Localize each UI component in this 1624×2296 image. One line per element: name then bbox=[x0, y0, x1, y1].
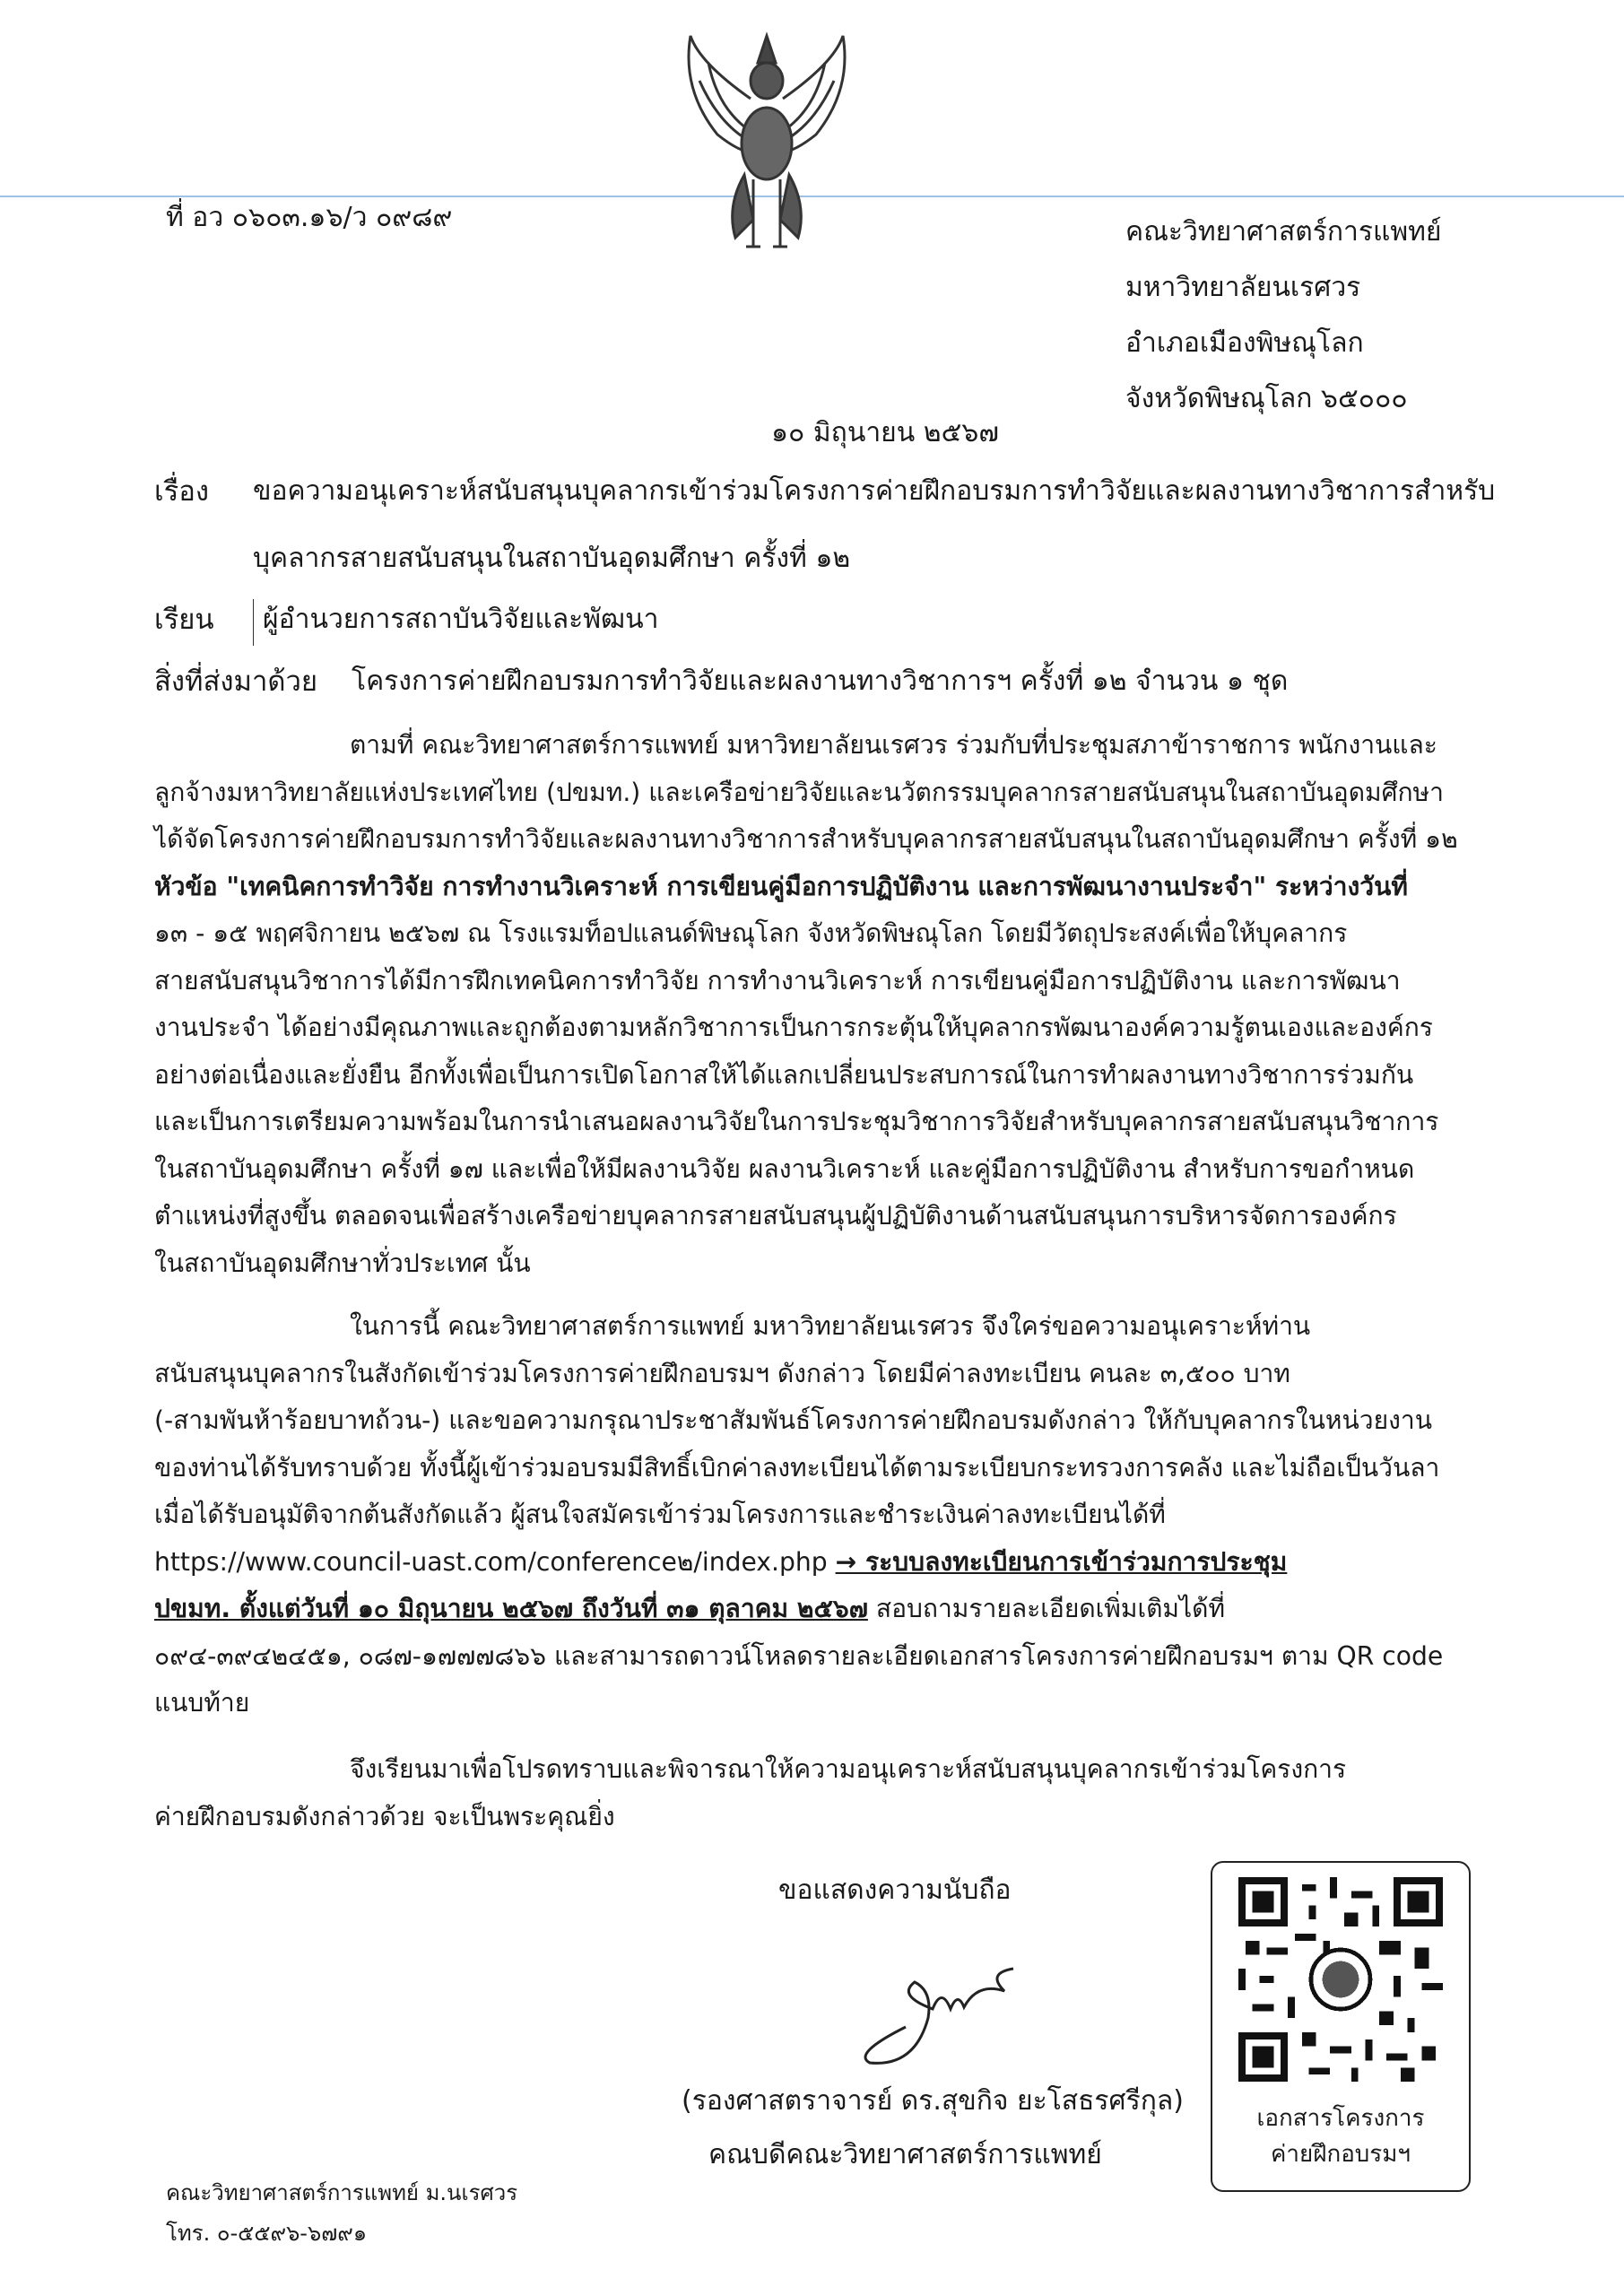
signatory-name: (รองศาสตราจารย์ ดร.สุขกิจ ยะโสธรศรีกุล) bbox=[682, 2085, 1184, 2117]
address-line: คณะวิทยาศาสตร์การแพทย์ bbox=[1125, 216, 1442, 248]
registration-period-tail: สอบถามรายละเอียดเพิ่มเติมได้ที่ bbox=[867, 1594, 1226, 1623]
paragraph-line: ในการนี้ คณะวิทยาศาสตร์การแพทย์ มหาวิทยาลัยนเรศวร จึงใคร่ขอความอนุเคราะห์ท่าน bbox=[350, 1311, 1311, 1341]
address-line: มหาวิทยาลัยนเรศวร bbox=[1125, 272, 1361, 303]
body-paragraph-2 bbox=[154, 1303, 1446, 1727]
paragraph-line: ลูกจ้างมหาวิทยาลัยแห่งประเทศไทย (ปขมท.) และเครือข่ายวิจัยและนวัตกรรมบุคลากรสายสนับสนุนในสถาบันอุดมศึกษา bbox=[154, 777, 1444, 807]
paragraph-line: เมื่อได้รับอนุมัติจากต้นสังกัดแล้ว ผู้สนใจสมัครเข้าร่วมโครงการและชำระเงินค่าลงทะเบียนได้ที่ bbox=[154, 1500, 1166, 1529]
paragraph-line: ของท่านได้รับทราบด้วย ทั้งนี้ผู้เข้าร่วมอบรมมีสิทธิ์เบิกค่าลงทะเบียนได้ตามระเบียบกระทรวงการคลัง และไม่ถือเป็นวันลา bbox=[154, 1452, 1440, 1483]
paragraph-line: แนบท้าย bbox=[154, 1688, 250, 1718]
closing-phrase: ขอแสดงความนับถือ bbox=[778, 1874, 1012, 1906]
handwritten-signature bbox=[843, 1946, 1067, 2072]
paragraph-line: ตำแหน่งที่สูงขึ้น ตลอดจนเพื่อสร้างเครือข่ายบุคลากรสายสนับสนุนผู้ปฏิบัติงานด้านสนับสนุนการบริหารจัดการองค์กร bbox=[154, 1201, 1397, 1231]
paragraph-line: และเป็นการเตรียมความพร้อมในการนำเสนอผลงานวิจัยในการประชุมวิชาการวิจัยสำหรับบุคลากรสายสนับสนุนวิชาการ bbox=[154, 1107, 1439, 1136]
subject-label: เรื่อง bbox=[154, 475, 210, 508]
footer-phone: โทร. ๐-๕๕๙๖-๖๗๙๑ bbox=[166, 2221, 368, 2246]
address-line: จังหวัดพิษณุโลก ๖๕๐๐๐ bbox=[1125, 383, 1408, 414]
subject-line-2: บุคลากรสายสนับสนุนในสถาบันอุดมศึกษา ครั้งที่ ๑๒ bbox=[253, 543, 851, 574]
paragraph-line bbox=[154, 1586, 1446, 1633]
address-line: อำเภอเมืองพิษณุโลก bbox=[1125, 327, 1364, 359]
paragraph-line: จึงเรียนมาเพื่อโปรดทราบและพิจารณาให้ความอนุเคราะห์สนับสนุนบุคลากรเข้าร่วมโครงการ bbox=[350, 1754, 1347, 1784]
registration-period: ปขมท. ตั้งแต่วันที่ ๑๐ มิถุนายน ๒๕๖๗ ถึงวันที่ ๓๑ ตุลาคม ๒๕๖๗ bbox=[154, 1594, 868, 1623]
body-paragraph-1 bbox=[154, 722, 1458, 1287]
enclosure-value: โครงการค่ายฝึกอบรมการทำวิจัยและผลงานทางวิชาการฯ ครั้งที่ ๑๒ จำนวน ๑ ชุด bbox=[352, 665, 1289, 697]
qr-caption-line-2: ค่ายฝึกอบรมฯ bbox=[1270, 2141, 1411, 2168]
body-paragraph-3 bbox=[154, 1746, 1446, 1840]
paragraph-line: ค่ายฝึกอบรมดังกล่าวด้วย จะเป็นพระคุณยิ่ง bbox=[154, 1801, 615, 1831]
registration-system-link[interactable]: → ระบบลงทะเบียนการเข้าร่วมการประชุม bbox=[835, 1546, 1288, 1577]
enclosure-label: สิ่งที่ส่งมาด้วย bbox=[154, 665, 318, 698]
paragraph-line: หัวข้อ "เทคนิคการทำวิจัย การทำงานวิเคราะห์ การเขียนคู่มือการปฏิบัติงาน และการพัฒนางานประจำ" ระหว่างวันที่ bbox=[154, 871, 1408, 901]
paragraph-line: งานประจำ ได้อย่างมีคุณภาพและถูกต้องตามหลักวิชาการเป็นการกระตุ้นให้บุคลากรพัฒนาองค์ความรู้ตนเองและองค์กร bbox=[154, 1013, 1433, 1042]
reference-number: ที่ อว ๐๖๐๓.๑๖/ว ๐๙๘๙ bbox=[166, 202, 453, 233]
paragraph-line: ในสถาบันอุดมศึกษา ครั้งที่ ๑๗ และเพื่อให้มีผลงานวิจัย ผลงานวิเคราะห์ และคู่มือการปฏิบัติงาน สำหรับการขอกำหนด bbox=[154, 1153, 1415, 1184]
qr-code-panel bbox=[1211, 1861, 1471, 2192]
registration-url[interactable]: https://www.council-uast.com/conference๒/index.php bbox=[154, 1546, 828, 1577]
paragraph-line: ๑๓ - ๑๕ พฤศจิกายน ๒๕๖๗ ณ โรงแรมท็อปแลนด์พิษณุโลก จังหวัดพิษณุโลก โดยมีวัตถุประสงค์เพื่อให้บุคลากร bbox=[154, 918, 1348, 948]
paragraph-line: อย่างต่อเนื่องและยั่งยืน อีกทั้งเพื่อเป็นการเปิดโอกาสให้ได้แลกเปลี่ยนประสบการณ์ในการทำผลงานทางวิชาการร่วมกัน bbox=[154, 1059, 1414, 1090]
garuda-emblem-icon bbox=[664, 27, 870, 260]
paragraph-line: (-สามพันห้าร้อยบาทถ้วน-) และขอความกรุณาประชาสัมพันธ์โครงการค่ายฝึกอบรมดังกล่าว ให้กับบุคลากรในหน่วยงาน bbox=[154, 1405, 1432, 1435]
signatory-position: คณบดีคณะวิทยาศาสตร์การแพทย์ bbox=[708, 2139, 1102, 2170]
qr-code-icon[interactable] bbox=[1238, 1877, 1443, 2082]
paragraph-line: ๐๙๔-๓๙๔๒๔๕๑, ๐๘๗-๑๗๗๗๘๖๖ และสามารถดาวน์โหลดรายละเอียดเอกสารโครงการค่ายฝึกอบรมฯ ตาม QR code bbox=[154, 1640, 1444, 1671]
footer-organization: คณะวิทยาศาสตร์การแพทย์ ม.นเรศวร bbox=[166, 2180, 518, 2205]
recipient-value: ผู้อำนวยการสถาบันวิจัยและพัฒนา bbox=[253, 599, 658, 646]
subject-line-1: ขอความอนุเคราะห์สนับสนุนบุคลากรเข้าร่วมโครงการค่ายฝึกอบรมการทำวิจัยและผลงานทางวิชาการสำหรับ bbox=[253, 475, 1496, 507]
paragraph-line: ได้จัดโครงการค่ายฝึกอบรมการทำวิจัยและผลงานทางวิชาการสำหรับบุคลากรสายสนับสนุนในสถาบันอุดมศึกษา ครั้งที่ ๑๒ bbox=[154, 824, 1458, 854]
recipient-label: เรียน bbox=[154, 604, 214, 636]
paragraph-line: สายสนับสนุนวิชาการได้มีการฝึกเทคนิคการทำวิจัย การทำงานวิเคราะห์ การเขียนคู่มือการปฏิบัติงาน และการพัฒนา bbox=[154, 965, 1401, 996]
paragraph-line bbox=[154, 1539, 1446, 1587]
letter-date: ๑๐ มิถุนายน ๒๕๖๗ bbox=[771, 417, 999, 448]
paragraph-line: สนับสนุนบุคลากรในสังกัดเข้าร่วมโครงการค่ายฝึกอบรมฯ ดังกล่าว โดยมีค่าลงทะเบียน คนละ ๓,๕๐๐ บาท bbox=[154, 1358, 1290, 1388]
paragraph-line: ในสถาบันอุดมศึกษาทั่วประเทศ นั้น bbox=[154, 1248, 531, 1278]
paragraph-line: ตามที่ คณะวิทยาศาสตร์การแพทย์ มหาวิทยาลัยนเรศวร ร่วมกับที่ประชุมสภาข้าราชการ พนักงานและ bbox=[350, 730, 1437, 760]
sender-address bbox=[1125, 204, 1441, 427]
qr-caption-line-1: เอกสารโครงการ bbox=[1256, 2105, 1425, 2132]
